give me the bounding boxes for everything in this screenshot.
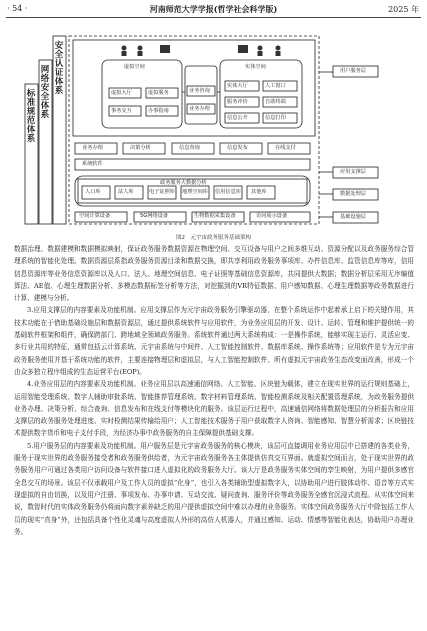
app-item: 业务办理 [82,145,103,151]
infra-item: 生物数据采集设备 [194,213,236,219]
page-number: · 54 · [7,4,28,13]
db-item: 电子证照库 [149,189,175,195]
paragraph: 5.用户服务层的内容要素及功能机制。用户服务层是元宇宙政务服务的核心模块，该层可直接调用业务应用层中已搭建的各类业务，服务于现实世界的政务服务接受者和政务服务供给者，为元宇宙政务服务各主体提供仿真交互界面。就虚拟空间而言，处于现实世界的政务服务用户可通过各类用户访问设备与软件接口进入虚拟化的政务服务大厅。该大厅是政务服务实体空间的孪生映射，为用户提供多感官全息交互的场景。该层不仅承载用户及工作人员的虚拟“化身”，也引入各类辅助型虚拟数字人，以协助用户进行肢体动作、语音等方式实现虚拟的自由切换，以及用户注册、事项发布、办事申请、互动交流、疑问查询、服务评价等政务服务全感官沉浸式流程。从实体空间来说，数智时代的实体政务服务仍将面向数字素养缺乏的用户提供虚拟空间中难以办理的业务服务。实体空间政务服务大厅中除包括工作人员的现实“真身”外，还包括具备个性化灵魂与高度虚拟人外形的高仿人机器人，并通过感知、运动、情感等智能化表达，协助用户办理业务。 [14,441,414,536]
real-item: 人工窗口 [265,83,286,89]
infra-item: 空间计算设备 [79,213,111,219]
architecture-diagram [20,26,380,231]
journal-title: 河南师范大学学报(哲学社会科学版) [149,4,278,14]
real-space-title: 实体空间 [245,64,266,70]
paragraph: 4.业务应用层的内容要素及功能机制。业务应用层以高速通信网络、人工智能、区块链为载体，建立在现实世界的运行规则基础上，运用智能受理系统、数字人辅助审批系统、智能推荐管理系统、数字材料管理系统、智能检测系统及相关配置管理系统，为政务服务提供业务办理、决策分析、综合查询、信息发布和在线支付等模块化的服务。该层运行过程中，高速通信网络将数据处理层的分析报告和应用支撑层的政务服务处理进度、实时检测结果传输给用户；人工智能技术服务于用户获取数字人咨询、智能感知、智慧分析需求；区块链技术提供数字货币和电子支付手段，为经济办事中政务服务的自主保障提供基础支撑。 [14,380,414,438]
db-item: 地理空间库 [182,189,208,195]
gov-data-title: 政务服务大数据分析 [160,180,207,186]
ai-item: 业务咨询 [189,88,210,94]
db-item: 法人库 [118,189,134,195]
paragraph: 数据治理、数据建模和数据模拟映射，保证政务服务数据资源在物理空间、交互设备与用户之间多维互动、资源分配以及政务服务综合管理系统的智能化处理。数据资源层系指政务服务资源目录和数据交换，即共享利用政务服务事项库、办件信息库、监管信息库等库，信用信息资源库等业务信息资源库以及人口、法人、地理空间信息、电子证照等基础信息资源库，共同提供大数据；数据分析层采用无序编值算法、AE值、心理生理数据分析、多模态数据标签分析等方法，对挖掘到的VR特征数据、用户感知数据、心理生理数据等政务数据进行计算、建模与分析。 [14,245,414,303]
virtual-space-title: 虚拟空间 [124,64,145,70]
virtual-item: 办事指南 [148,108,169,114]
ai-item: 业务办理 [189,106,210,112]
real-item: 信息打印 [265,115,286,121]
infra-item: 访问展示设备 [256,213,288,219]
virtual-item: 虚拟服务 [148,90,169,96]
real-item: 服务评价 [227,99,248,105]
standard-system-label: 标准规范体系 [26,89,36,144]
data-layer-label: 数据处理层 [340,191,366,197]
real-item: 实体大厅 [227,83,248,89]
db-item: 信用信息库 [215,189,241,195]
diagram-frame [20,26,380,231]
security-auth-label: 安全认证体系 [54,41,64,96]
article-body [14,243,414,538]
infra-layer-label: 基础设施层 [340,214,366,220]
user-layer-label: 用户服务层 [340,68,366,74]
header-rule [6,17,421,18]
app-item: 在线支付 [275,145,296,151]
virtual-item: 事务交互 [111,108,132,114]
journal-year: 2025 年 [388,5,419,14]
real-item: 自助终端 [265,99,286,105]
infra-item: 5G网络设备 [140,213,169,219]
application-layer-label: 应用支撑层 [340,169,366,175]
app-item: 决策分析 [130,145,151,151]
db-item: 其他库 [251,189,267,195]
page-header [0,0,427,20]
app-item: 信息发布 [227,145,248,151]
real-item: 信息公开 [227,115,248,121]
db-item: 人口库 [85,189,101,195]
system-software: 系统软件 [82,161,103,167]
app-item: 信息查询 [179,145,200,151]
network-security-label: 网络安全体系 [40,65,50,120]
virtual-item: 虚拟大厅 [111,90,132,96]
paragraph: 3.应用支撑层的内容要素及功能机制。应用支撑层作为元宇宙政务服务引擎驱动器，在整个系统运作中起着承上启下的关键作用，其技术功能在于借助基础设施层和数据资源层，通过提供系统软件与应用软件，为业务应用层的开发、设计、运转、管理和维护提供统一的基础软件框架和组件，确保跨部门、跨地域全领域政务服务。系统软件通过两大系统构成：一是操作系统，能够实现主运行、灵活应变、多行业共用的特征，通常包括云计算系统、元宇宙系统与中间件、人工智能控制软件、数据库系统、操作系统等；应用软件是专为元宇宙政务服务使用并基于系统功能的软件，主要连接物理层和虚拟层，与人工智能控制软件、所有虚拟元宇宙政务生态改变面改善，形成一个由众多独立程序组成的生态运营平台(EOP)。 [14,306,414,376]
figure-caption: 图2 元宇宙政务服务基础架构 [175,235,251,241]
